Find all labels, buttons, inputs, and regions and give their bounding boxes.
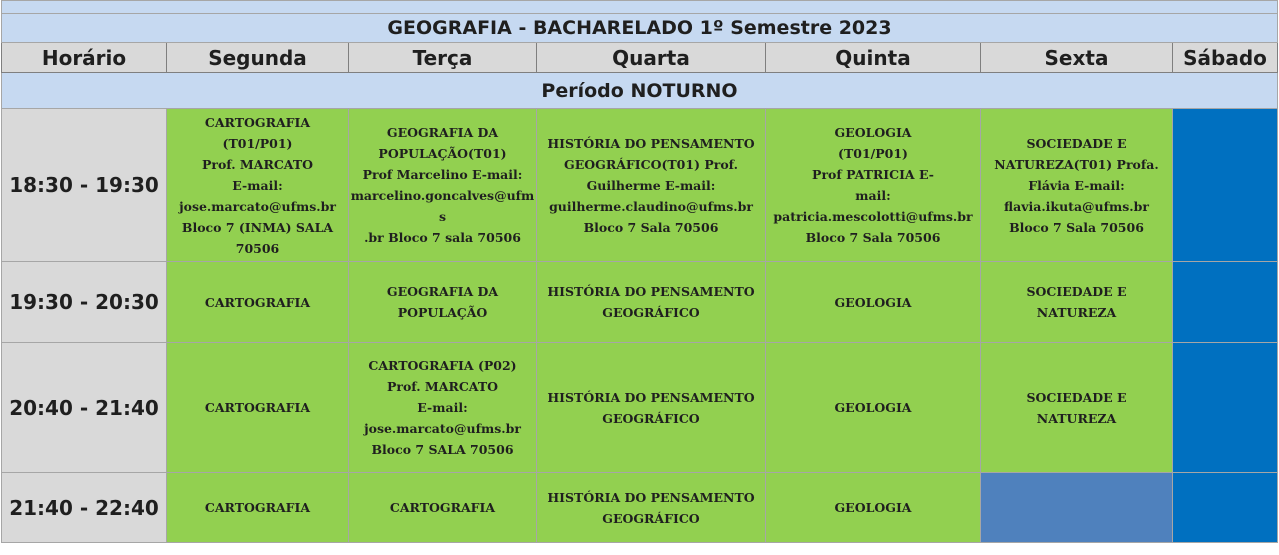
empty-cell-sexta <box>981 473 1173 543</box>
schedule-table <box>1 0 1278 543</box>
title-spacer <box>2 1 1278 14</box>
class-cell-segunda: CARTOGRAFIA <box>167 473 349 543</box>
class-cell-quinta: GEOLOGIA <box>766 473 981 543</box>
class-cell-terca: CARTOGRAFIA (P02) Prof. MARCATO E-mail: jose.marcato@ufms.br Bloco 7 SALA 70506 <box>349 343 537 473</box>
class-cell-quarta: HISTÓRIA DO PENSAMENTO GEOGRÁFICO <box>537 343 766 473</box>
class-cell-quarta: HISTÓRIA DO PENSAMENTO GEOGRÁFICO(T01) Prof. Guilherme E-mail: guilherme.claudino@ufms.br Bloco 7 Sala 70506 <box>537 109 766 262</box>
class-cell-quinta: GEOLOGIA <box>766 343 981 473</box>
header-segunda: Segunda <box>167 43 349 73</box>
saturday-cell <box>1173 473 1278 543</box>
class-cell-terca: CARTOGRAFIA <box>349 473 537 543</box>
class-cell-quarta: HISTÓRIA DO PENSAMENTO GEOGRÁFICO <box>537 262 766 343</box>
header-quarta: Quarta <box>537 43 766 73</box>
header-horario: Horário <box>2 43 167 73</box>
header-terca: Terça <box>349 43 537 73</box>
saturday-cell <box>1173 262 1278 343</box>
class-cell-segunda: CARTOGRAFIA <box>167 262 349 343</box>
header-quinta: Quinta <box>766 43 981 73</box>
time-slot: 21:40 - 22:40 <box>2 473 167 543</box>
page-title: GEOGRAFIA - BACHARELADO 1º Semestre 2023 <box>2 14 1278 43</box>
class-cell-quinta: GEOLOGIA <box>766 262 981 343</box>
time-slot: 20:40 - 21:40 <box>2 343 167 473</box>
class-cell-terca: GEOGRAFIA DA POPULAÇÃO <box>349 262 537 343</box>
table-row <box>2 473 1278 543</box>
time-slot: 19:30 - 20:30 <box>2 262 167 343</box>
table-row <box>2 262 1278 343</box>
saturday-cell <box>1173 109 1278 262</box>
class-cell-quarta: HISTÓRIA DO PENSAMENTO GEOGRÁFICO <box>537 473 766 543</box>
table-row <box>2 109 1278 262</box>
class-cell-terca: GEOGRAFIA DA POPULAÇÃO(T01) Prof Marcelino E-mail: marcelino.goncalves@ufms .br Bloco 7 sala 70506 <box>349 109 537 262</box>
header-sexta: Sexta <box>981 43 1173 73</box>
saturday-cell <box>1173 343 1278 473</box>
period-label: Período NOTURNO <box>2 73 1278 109</box>
header-sabado: Sábado <box>1173 43 1278 73</box>
class-cell-sexta: SOCIEDADE E NATUREZA(T01) Profa. Flávia E-mail: flavia.ikuta@ufms.br Bloco 7 Sala 70506 <box>981 109 1173 262</box>
header-row <box>2 43 1278 73</box>
class-cell-sexta: SOCIEDADE E NATUREZA <box>981 262 1173 343</box>
class-cell-quinta: GEOLOGIA (T01/P01) Prof PATRICIA E- mail: patricia.mescolotti@ufms.br Bloco 7 Sala 70506 <box>766 109 981 262</box>
class-cell-segunda: CARTOGRAFIA <box>167 343 349 473</box>
class-cell-segunda: CARTOGRAFIA (T01/P01) Prof. MARCATO E-mail: jose.marcato@ufms.br Bloco 7 (INMA) SALA 70506 <box>167 109 349 262</box>
time-slot: 18:30 - 19:30 <box>2 109 167 262</box>
table-row <box>2 343 1278 473</box>
class-cell-sexta: SOCIEDADE E NATUREZA <box>981 343 1173 473</box>
